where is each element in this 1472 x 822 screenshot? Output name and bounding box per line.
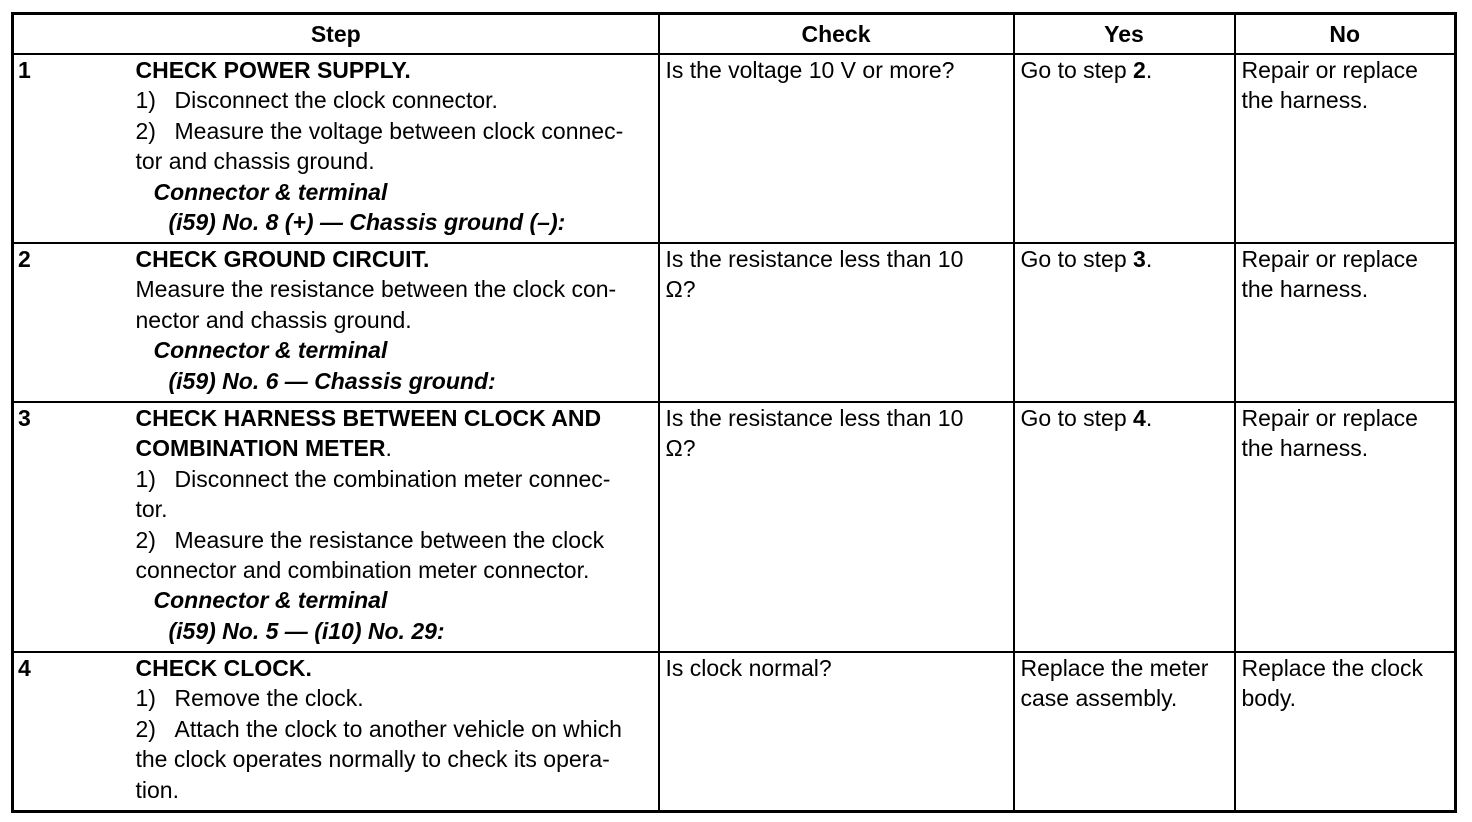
step-description	[131, 402, 659, 652]
step-title: CHECK GROUND CIRCUIT.	[135, 246, 430, 272]
no-cell: Repair or replace the harness.	[1235, 402, 1456, 652]
troubleshooting-table	[11, 12, 1457, 813]
no-cell: Repair or replace the harness.	[1235, 54, 1456, 243]
no-cell: Replace the clock body.	[1235, 652, 1456, 811]
substep-continuation: connector and combination meter connector.	[135, 557, 590, 584]
yes-cell: Go to step 3.	[1014, 243, 1235, 402]
step-description	[131, 243, 659, 402]
header-row	[13, 14, 1456, 55]
connector-label: Connector & terminal	[153, 337, 388, 364]
no-cell: Repair or replace the harness.	[1235, 243, 1456, 402]
header-step: Step	[13, 14, 659, 55]
yes-cell: Go to step 2.	[1014, 54, 1235, 243]
table-row	[13, 402, 1456, 652]
substep: 1) Disconnect the clock connector.	[135, 87, 498, 114]
substep-continuation: tion.	[135, 776, 179, 803]
terminal-spec: (i59) No. 6 — Chassis ground:	[168, 367, 496, 394]
step-text: Measure the resistance between the clock con-	[135, 276, 617, 303]
substep: 2) Measure the voltage between clock connec-	[135, 117, 624, 144]
table-row	[13, 54, 1456, 243]
step-title: CHECK POWER SUPPLY.	[135, 57, 411, 83]
substep: 1) Remove the clock.	[135, 685, 364, 712]
substep: 2) Attach the clock to another vehicle on which	[135, 715, 622, 742]
check-cell: Is the resistance less than 10 Ω?	[659, 402, 1014, 652]
substep: 2) Measure the resistance between the clock	[135, 526, 605, 553]
step-number: 4	[13, 652, 131, 811]
terminal-spec: (i59) No. 8 (+) — Chassis ground (–):	[168, 209, 566, 236]
step-description	[131, 652, 659, 811]
terminal-spec: (i59) No. 5 — (i10) No. 29:	[168, 617, 445, 644]
step-title-cont: COMBINATION METER.	[135, 435, 392, 462]
header-check: Check	[659, 14, 1014, 55]
yes-cell: Replace the meter case assembly.	[1014, 652, 1235, 811]
substep-continuation: tor and chassis ground.	[135, 148, 375, 175]
substep-continuation: the clock operates normally to check its opera-	[135, 746, 610, 773]
step-description	[131, 54, 659, 243]
table-row	[13, 652, 1456, 811]
substep: 1) Disconnect the combination meter connec-	[135, 465, 611, 492]
step-number: 2	[13, 243, 131, 402]
step-title: CHECK HARNESS BETWEEN CLOCK AND	[135, 405, 602, 431]
step-text: nector and chassis ground.	[135, 306, 412, 333]
step-title: CHECK CLOCK.	[135, 655, 312, 681]
table-row	[13, 243, 1456, 402]
header-no: No	[1235, 14, 1456, 55]
substep-continuation: tor.	[135, 496, 168, 523]
check-cell: Is clock normal?	[659, 652, 1014, 811]
yes-cell: Go to step 4.	[1014, 402, 1235, 652]
check-cell: Is the resistance less than 10 Ω?	[659, 243, 1014, 402]
step-number: 3	[13, 402, 131, 652]
check-cell: Is the voltage 10 V or more?	[659, 54, 1014, 243]
connector-label: Connector & terminal	[153, 178, 388, 205]
step-number: 1	[13, 54, 131, 243]
connector-label: Connector & terminal	[153, 587, 388, 614]
header-yes: Yes	[1014, 14, 1235, 55]
